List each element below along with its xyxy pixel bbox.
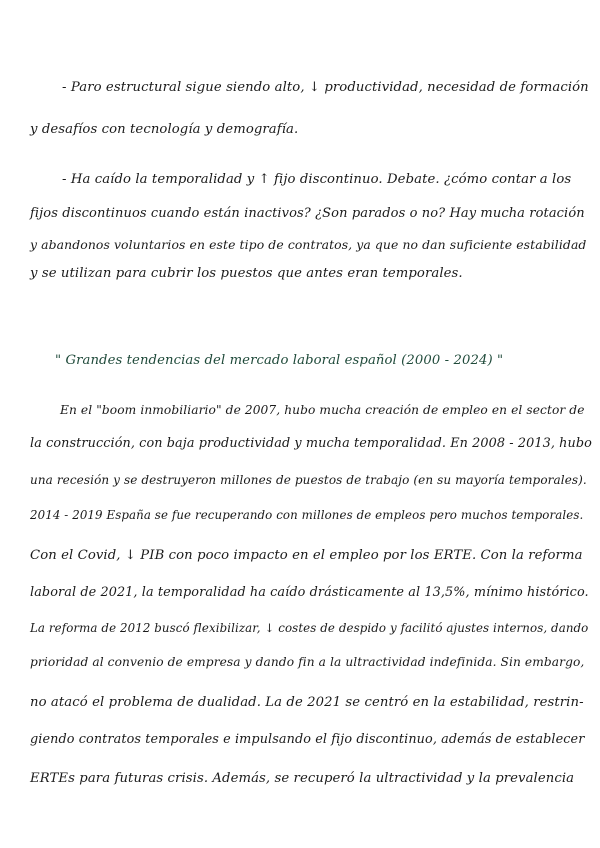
text-line: giendo contratos temporales e impulsando el fijo discontinuo, además de establecer [30, 732, 585, 747]
text-line: - Ha caído la temporalidad y ↑ fijo discontinuo. Debate. ¿cómo contar a los [62, 172, 572, 187]
text-line: y abandonos voluntarios en este tipo de contratos, ya que no dan suficiente estabilidad [30, 237, 587, 252]
text-line: una recesión y se destruyeron millones de puestos de trabajo (en su mayoría temporales). [30, 473, 587, 487]
text-line: la construcción, con baja productividad y mucha temporalidad. En 2008 - 2013, hubo [30, 436, 592, 451]
section-title: " Grandes tendencias del mercado laboral español (2000 - 2024) " [55, 353, 504, 368]
text-line: ERTEs para futuras crisis. Además, se recuperó la ultractividad y la prevalencia [30, 771, 575, 786]
text-line: no atacó el problema de dualidad. La de 2021 se centró en la estabilidad, restrin- [30, 695, 584, 710]
text-line: 2014 - 2019 España se fue recuperando con millones de empleos pero muchos temporales. [30, 508, 584, 522]
text-line: y se utilizan para cubrir los puestos que antes eran temporales. [30, 266, 463, 281]
text-line: laboral de 2021, la temporalidad ha caído drásticamente al 13,5%, mínimo histórico. [30, 585, 589, 600]
text-line: prioridad al convenio de empresa y dando fin a la ultractividad indefinida. Sin embargo, [30, 655, 585, 669]
text-line: La reforma de 2012 buscó flexibilizar, ↓ costes de despido y facilitó ajustes internos, dando [30, 621, 589, 635]
text-line: En el "boom inmobiliario" de 2007, hubo mucha creación de empleo en el sector de [60, 403, 585, 417]
text-line: - Paro estructural sigue siendo alto, ↓ productividad, necesidad de formación [62, 80, 589, 95]
text-line: y desafíos con tecnología y demografía. [30, 122, 299, 137]
text-line: fijos discontinuos cuando están inactivos? ¿Son parados o no? Hay mucha rotación [30, 206, 585, 221]
text-line: Con el Covid, ↓ PIB con poco impacto en el empleo por los ERTE. Con la reforma [30, 548, 583, 563]
